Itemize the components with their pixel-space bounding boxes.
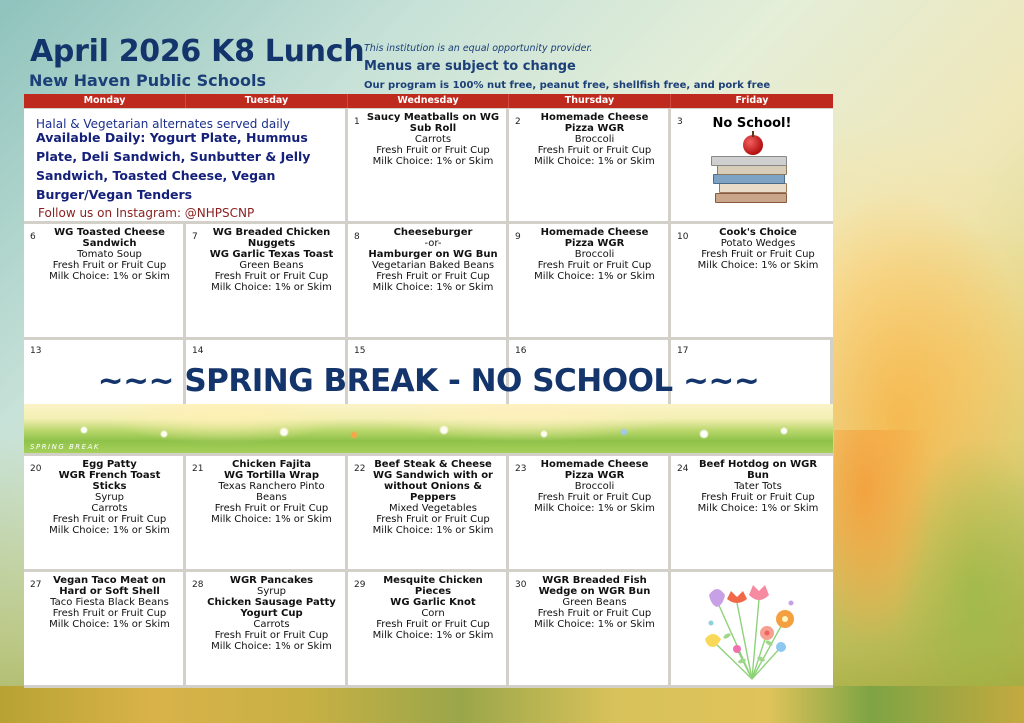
side: Milk Choice: 1% or Skim bbox=[49, 271, 170, 282]
day-number: 14 bbox=[192, 346, 204, 356]
side: Milk Choice: 1% or Skim bbox=[372, 630, 494, 641]
side: Vegetarian Baked Beans bbox=[371, 260, 495, 271]
side: Milk Choice: 1% or Skim bbox=[697, 260, 819, 271]
day-number: 6 bbox=[30, 232, 36, 242]
week-3-spring-break bbox=[24, 340, 833, 456]
side: Milk Choice: 1% or Skim bbox=[211, 514, 332, 525]
equal-opportunity-notice: This institution is an equal opportunity provider. bbox=[364, 43, 593, 54]
halal-note: Halal & Vegetarian alternates served daily bbox=[36, 117, 290, 131]
day-cell-no-school bbox=[671, 109, 833, 221]
weekday-thursday: Thursday bbox=[509, 94, 671, 108]
entree: Homemade Cheese Pizza WGR bbox=[540, 227, 649, 249]
day-cell bbox=[348, 224, 506, 337]
entree: Cook's Choice bbox=[719, 227, 797, 238]
side: Fresh Fruit or Fruit Cup bbox=[701, 492, 815, 503]
entree: Yogurt Cup bbox=[240, 608, 303, 619]
day-cell bbox=[24, 224, 183, 337]
entree: Homemade Cheese Pizza WGR bbox=[540, 459, 649, 481]
side: Milk Choice: 1% or Skim bbox=[372, 282, 494, 293]
side: Tater Tots bbox=[734, 481, 782, 492]
entree: Cheeseburger bbox=[393, 227, 473, 238]
spring-break-banner: ~~~ SPRING BREAK - NO SCHOOL ~~~ bbox=[97, 363, 760, 399]
entree: Egg Patty bbox=[82, 459, 137, 470]
side: Fresh Fruit or Fruit Cup bbox=[52, 514, 167, 525]
entree: WG Tortilla Wrap bbox=[224, 470, 319, 481]
entree: Chicken Sausage Patty bbox=[207, 597, 336, 608]
day-number: 3 bbox=[677, 117, 683, 127]
week-2 bbox=[24, 224, 833, 340]
entree: WGR French Toast Sticks bbox=[58, 470, 161, 492]
flower-bouquet-icon bbox=[697, 581, 807, 681]
side: Syrup bbox=[94, 492, 125, 503]
day-number: 22 bbox=[354, 464, 366, 474]
day-number: 1 bbox=[354, 117, 360, 127]
weekday-tuesday: Tuesday bbox=[186, 94, 348, 108]
side: Fresh Fruit or Fruit Cup bbox=[376, 145, 490, 156]
side: Milk Choice: 1% or Skim bbox=[534, 503, 655, 514]
side: Fresh Fruit or Fruit Cup bbox=[701, 249, 815, 260]
meadow-image bbox=[24, 404, 833, 453]
weekday-friday: Friday bbox=[735, 95, 769, 106]
side: Milk Choice: 1% or Skim bbox=[372, 156, 494, 167]
weekday-wednesday: Wednesday bbox=[348, 94, 509, 108]
day-cell bbox=[671, 456, 833, 569]
side: Fresh Fruit or Fruit Cup bbox=[376, 271, 490, 282]
side: Broccoli bbox=[574, 249, 615, 260]
entree: Beef Hotdog on WGR Bun bbox=[698, 459, 818, 481]
flower-cell bbox=[671, 572, 833, 685]
day-number: 9 bbox=[515, 232, 521, 242]
day-cell bbox=[348, 456, 506, 569]
day-number: 20 bbox=[30, 464, 42, 474]
day-cell bbox=[186, 572, 345, 685]
entree: Beef Steak & Cheese WG Sandwich with or without Onions & Peppers bbox=[373, 459, 493, 503]
side: Fresh Fruit or Fruit Cup bbox=[214, 630, 329, 641]
lunch-calendar bbox=[24, 94, 833, 688]
side: Syrup bbox=[256, 586, 287, 597]
side: Potato Wedges bbox=[720, 238, 796, 249]
available-daily-note: Available Daily: Yogurt Plate, Hummus Plate, Deli Sandwich, Sunbutter & Jelly Sandwich, Toasted Cheese, Vegan Burger/Vegan Tenders bbox=[36, 130, 311, 202]
side: Broccoli bbox=[574, 481, 615, 492]
day-cell bbox=[509, 224, 668, 337]
side: Corn bbox=[421, 608, 445, 619]
side: Green Beans bbox=[239, 260, 304, 271]
side: Fresh Fruit or Fruit Cup bbox=[537, 145, 652, 156]
side: Milk Choice: 1% or Skim bbox=[211, 282, 332, 293]
instagram-link[interactable]: Follow us on Instagram: @NHPSCNP bbox=[38, 206, 255, 220]
side: Carrots bbox=[414, 134, 452, 145]
entree: WG Breaded Chicken Nuggets bbox=[212, 227, 331, 249]
day-number: 13 bbox=[30, 346, 42, 356]
side: Milk Choice: 1% or Skim bbox=[49, 525, 170, 536]
side: Milk Choice: 1% or Skim bbox=[211, 641, 332, 652]
weekday-monday: Monday bbox=[24, 94, 186, 108]
day-number: 10 bbox=[677, 232, 689, 242]
entree: Hamburger on WG Bun bbox=[368, 249, 498, 260]
day-cell bbox=[509, 456, 668, 569]
page-title: April 2026 K8 Lunch bbox=[30, 34, 365, 69]
side: Fresh Fruit or Fruit Cup bbox=[537, 260, 652, 271]
allergen-notice: Our program is 100% nut free, peanut free, shellfish free, and pork free bbox=[364, 80, 771, 91]
background-tulip bbox=[834, 430, 1024, 690]
side: Fresh Fruit or Fruit Cup bbox=[52, 608, 167, 619]
day-number: 7 bbox=[192, 232, 198, 242]
menu-change-notice: Menus are subject to change bbox=[364, 59, 576, 74]
or-separator: -or- bbox=[424, 238, 442, 249]
side: Fresh Fruit or Fruit Cup bbox=[214, 503, 329, 514]
day-cell bbox=[186, 224, 345, 337]
day-number: 16 bbox=[515, 346, 527, 356]
day-number: 24 bbox=[677, 464, 689, 474]
side: Milk Choice: 1% or Skim bbox=[534, 271, 655, 282]
week-4 bbox=[24, 456, 833, 572]
day-number: 30 bbox=[515, 580, 527, 590]
day-number: 28 bbox=[192, 580, 204, 590]
background-grass bbox=[0, 686, 1024, 723]
week-5 bbox=[24, 572, 833, 688]
side: Milk Choice: 1% or Skim bbox=[534, 156, 655, 167]
side: Fresh Fruit or Fruit Cup bbox=[537, 492, 652, 503]
entree: WGR Breaded Fish Wedge on WGR Bun bbox=[538, 575, 651, 597]
day-number: 27 bbox=[30, 580, 42, 590]
day-number: 17 bbox=[677, 346, 689, 356]
entree: Vegan Taco Meat on Hard or Soft Shell bbox=[53, 575, 166, 597]
info-box bbox=[24, 109, 345, 221]
day-number: 15 bbox=[354, 346, 366, 356]
entree: Homemade Cheese Pizza WGR bbox=[540, 112, 649, 134]
entree: WGR Pancakes bbox=[229, 575, 314, 586]
side: Milk Choice: 1% or Skim bbox=[49, 619, 170, 630]
day-number: 23 bbox=[515, 464, 527, 474]
side: Fresh Fruit or Fruit Cup bbox=[214, 271, 329, 282]
entree: WG Garlic Texas Toast bbox=[209, 249, 334, 260]
day-cell bbox=[24, 572, 183, 685]
side: Milk Choice: 1% or Skim bbox=[534, 619, 655, 630]
side: Tomato Soup bbox=[77, 249, 142, 260]
side: Milk Choice: 1% or Skim bbox=[697, 503, 819, 514]
entree: Saucy Meatballs on WG Sub Roll bbox=[366, 112, 500, 134]
week-1 bbox=[24, 108, 833, 224]
entree: WG Toasted Cheese Sandwich bbox=[54, 227, 165, 249]
day-cell bbox=[348, 109, 506, 221]
books-apple-icon bbox=[707, 135, 797, 205]
side: Fresh Fruit or Fruit Cup bbox=[376, 514, 490, 525]
day-cell bbox=[509, 572, 668, 685]
side: Taco Fiesta Black Beans bbox=[50, 597, 169, 608]
day-cell bbox=[24, 456, 183, 569]
entree: WG Garlic Knot bbox=[390, 597, 476, 608]
side: Mixed Vegetables bbox=[389, 503, 477, 514]
day-cell bbox=[186, 456, 345, 569]
side: Texas Ranchero Pinto Beans bbox=[218, 481, 325, 503]
day-cell bbox=[671, 224, 833, 337]
day-number: 29 bbox=[354, 580, 366, 590]
side: Fresh Fruit or Fruit Cup bbox=[52, 260, 167, 271]
entree: Mesquite Chicken Pieces bbox=[383, 575, 483, 597]
weekday-header bbox=[24, 94, 833, 108]
side: Milk Choice: 1% or Skim bbox=[372, 525, 494, 536]
side: Fresh Fruit or Fruit Cup bbox=[376, 619, 490, 630]
day-cell bbox=[509, 109, 668, 221]
district-name: New Haven Public Schools bbox=[29, 71, 267, 90]
side: Fresh Fruit or Fruit Cup bbox=[537, 608, 652, 619]
day-number: 2 bbox=[515, 117, 521, 127]
day-number: 8 bbox=[354, 232, 360, 242]
day-cell bbox=[348, 572, 506, 685]
meadow-image-label: SPRING BREAK bbox=[30, 443, 100, 451]
side: Carrots bbox=[91, 503, 128, 514]
entree: Chicken Fajita bbox=[232, 459, 311, 470]
side: Broccoli bbox=[574, 134, 615, 145]
side: Green Beans bbox=[562, 597, 627, 608]
side: Carrots bbox=[253, 619, 290, 630]
no-school-label: No School! bbox=[712, 116, 792, 131]
day-number: 21 bbox=[192, 464, 204, 474]
